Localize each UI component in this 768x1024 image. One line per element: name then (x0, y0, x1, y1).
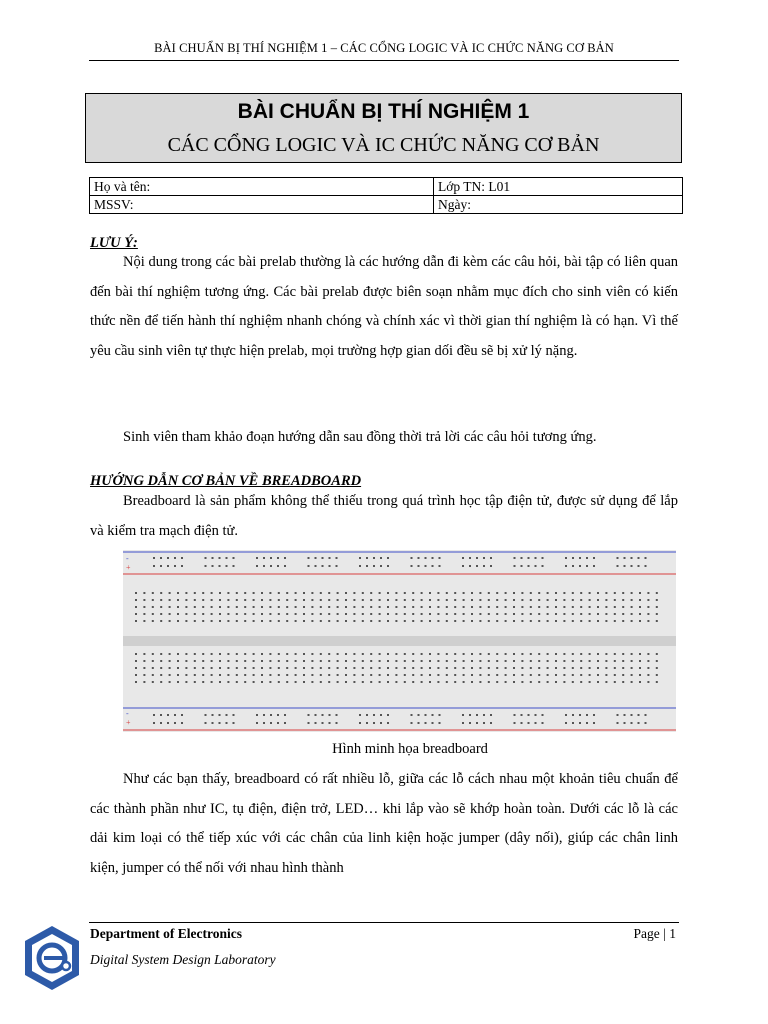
student-id-field: MSSV: (90, 196, 434, 214)
note-paragraph: Nội dung trong các bài prelab thường là các hướng dẫn đi kèm các câu hỏi, bài tập có liên quan đến bài thí nghiệm tương ứng. Các bài prelab được biên soạn nhằm mục đích cho sinh viên có kiến thức nền để tiến hành thí nghiệm nhanh chóng và chính xác vì thời gian thí nghiệm là có hạn. Vì thế yêu cầu sinh viên tự thực hiện prelab, mọi trường hợp gian dối đều sẽ bị xử lý nặng. (90, 254, 678, 359)
rail-plus-label-bottom: + (126, 718, 131, 727)
student-info-table (89, 177, 683, 214)
note-heading: LƯU Ý: (90, 235, 138, 251)
breadboard-illustration (123, 550, 676, 732)
center-channel (123, 636, 676, 646)
rail-minus-label-bottom: - (126, 709, 129, 718)
name-field: Họ và tên: (90, 178, 434, 196)
figure-caption: Hình minh họa breadboard (332, 741, 488, 757)
title-box (85, 93, 682, 163)
class-field: Lớp TN: L01 (434, 178, 683, 196)
rail-plus-label: + (126, 563, 131, 572)
footer-department: Department of Electronics (90, 926, 242, 941)
footer-divider (89, 922, 679, 923)
breadboard-explanation: Như các bạn thấy, breadboard có rất nhiều lỗ, giữa các lỗ cách nhau một khoản tiêu chuẩn để các thành phần như IC, tụ điện, điện trở, LED… khi lắp vào sẽ khớp hoàn toàn. Dưới các lỗ là các dải kim loại có thể tiếp xúc với các chân của linh kiện hoặc jumper (dây nối), giúp các chân linh kiện, jumper có thể nối với nhau hình thành (90, 771, 678, 876)
footer-lab: Digital System Design Laboratory (90, 952, 276, 967)
rail-minus-label: - (126, 554, 129, 563)
breadboard-heading: HƯỚNG DẪN CƠ BẢN VỀ BREADBOARD (90, 473, 362, 489)
breadboard-intro: Breadboard là sản phẩm không thể thiếu trong quá trình học tập điện tử, được sử dụng để lắp và kiểm tra mạch điện tử. (90, 493, 678, 539)
running-header: BÀI CHUẨN BỊ THÍ NGHIỆM 1 – CÁC CỔNG LOGIC VÀ IC CHỨC NĂNG CƠ BẢN (89, 41, 679, 61)
note-instruction: Sinh viên tham khảo đoạn hướng dẫn sau đồng thời trả lời các câu hỏi tương ứng. (123, 429, 597, 445)
page-number: Page | 1 (633, 926, 676, 941)
department-logo-icon (22, 924, 82, 992)
document-title: BÀI CHUẨN BỊ THÍ NGHIỆM 1 (237, 100, 530, 123)
date-field: Ngày: (434, 196, 683, 214)
document-subtitle: CÁC CỔNG LOGIC VÀ IC CHỨC NĂNG CƠ BẢN (167, 134, 600, 156)
